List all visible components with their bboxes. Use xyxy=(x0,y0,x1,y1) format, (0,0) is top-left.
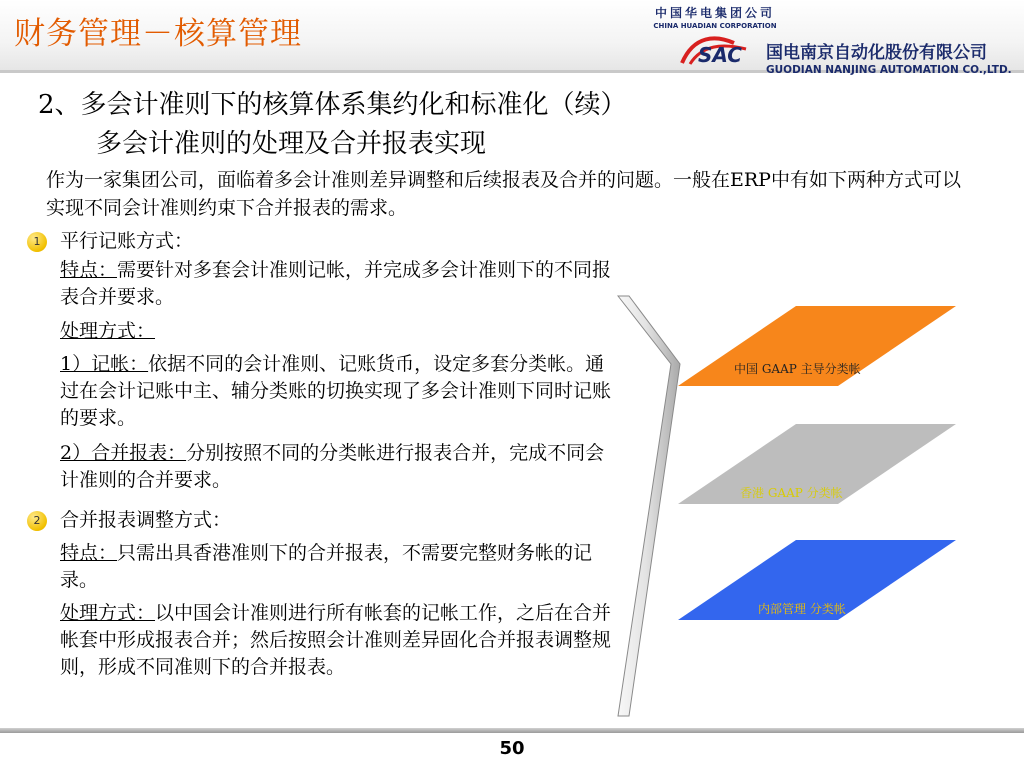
footer-divider xyxy=(0,728,1024,733)
huadian-logo-en: CHINA HUADIAN CORPORATION xyxy=(653,22,777,30)
company-name-en: GUODIAN NANJING AUTOMATION CO.,LTD. xyxy=(766,64,1012,76)
huadian-logo-cn: 中国华电集团公司 xyxy=(654,6,775,20)
section-heading: 2、多会计准则下的核算体系集约化和标准化（续） xyxy=(38,90,627,120)
slide-title: 财务管理－核算管理 xyxy=(14,16,302,52)
page-number: 50 xyxy=(499,738,525,759)
section1-feature-text: 需要针对多套会计准则记帐，并完成多会计准则下的不同报表合并要求。 xyxy=(60,259,612,308)
section1-method-label: 处理方式： xyxy=(60,320,156,342)
section2-feature-label: 特点： xyxy=(60,542,118,564)
section2-method-text: 以中国会计准则进行所有帐套的记帐工作，之后在合并帐套中形成报表合并；然后按照会计准则差异固化合并报表调整规则，形成不同准则下的合并报表。 xyxy=(60,602,612,678)
ledger-hk-gaap-label: 香港 GAAP 分类帐 xyxy=(740,486,843,500)
section2-feature-text: 只需出具香港准则下的合并报表，不需要完整财务帐的记录。 xyxy=(60,542,593,591)
bullet-2: 2 xyxy=(27,511,47,531)
ledger-cn-gaap-label: 中国 GAAP 主导分类帐 xyxy=(734,362,861,376)
bullet-1: 1 xyxy=(27,232,47,252)
intro-paragraph: 作为一家集团公司，面临着多会计准则差异调整和后续报表及合并的问题。一般在ERP中有如下两种方式可以实现不同会计准则约束下合并报表的需求。 xyxy=(46,169,961,219)
section1-feature-label: 特点： xyxy=(60,259,118,281)
section2-title: 合并报表调整方式： xyxy=(60,509,232,531)
section1-title: 平行记账方式： xyxy=(60,230,194,252)
company-name-cn: 国电南京自动化股份有限公司 xyxy=(766,43,987,63)
bracket-arrow xyxy=(618,296,680,716)
ledger-internal-label: 内部管理 分类帐 xyxy=(758,602,846,616)
sac-logo-text: SAC xyxy=(698,43,742,67)
section2-method-label: 处理方式： xyxy=(60,602,156,624)
section1-step1-text: 依据不同的会计准则、记账货币，设定多套分类帐。通过在会计记账中主、辅分类账的切换实现了多会计准则下同时记账的要求。 xyxy=(60,353,612,429)
section1-step2-label: 2）合并报表： xyxy=(60,442,187,464)
section1-step2-text: 分别按照不同的分类帐进行报表合并，完成不同会计准则的合并要求。 xyxy=(60,442,605,491)
section-subheading: 多会计准则的处理及合并报表实现 xyxy=(96,129,487,159)
section1-step1-label: 1）记帐： xyxy=(60,353,149,375)
